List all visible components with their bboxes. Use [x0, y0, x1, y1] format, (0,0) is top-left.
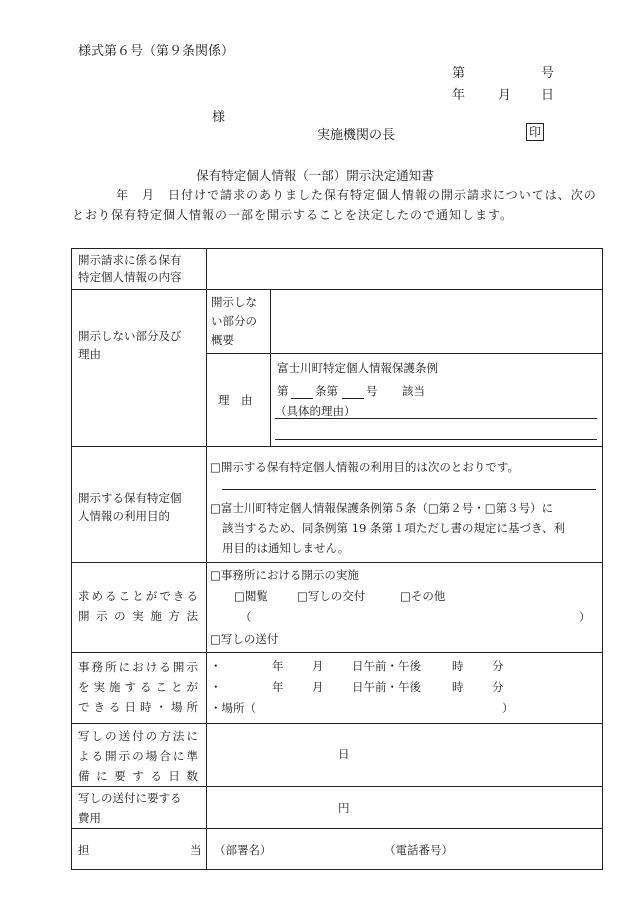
body-text: 年 月 日付けで請求のありました保有特定個人情報の開示請求については、次のとおり保有特定個人情報の一部を開示することを決定したので通知します。 [72, 188, 597, 222]
purpose-option-disclose[interactable]: □開示する保有特定個人情報の利用目的は次のとおりです。 [210, 460, 519, 474]
phone-label: （電話番号） [384, 843, 453, 857]
row-divider [72, 723, 602, 724]
purpose-line [222, 489, 596, 490]
other-option[interactable]: □その他 [400, 589, 446, 603]
datetime-day-ampm: 日午前・午後 [352, 659, 421, 673]
addressee: 様 [212, 110, 226, 125]
organization-head: 実施機関の長 [317, 128, 396, 143]
reason-line [275, 418, 597, 419]
ordinance-name: 富士川町特定個人情報保護条例 [277, 361, 438, 375]
number-prefix: 第 [452, 66, 466, 81]
summary-label: 開示しな い部分の 概要 [211, 295, 257, 347]
cost-unit: 円 [338, 801, 350, 815]
place-close: ） [502, 701, 514, 715]
row-divider [206, 353, 602, 354]
days-unit: 日 [338, 747, 350, 761]
date-month: 月 [498, 88, 512, 103]
request-content-label: 開示請求に係る保有 特定個人情報の内容 [78, 253, 182, 284]
purpose-label: 開示する保有特定個 人情報の利用目的 [78, 491, 182, 523]
contact-label-right: 当 [190, 843, 202, 857]
place-label: ・場所（ [210, 701, 256, 715]
datetime-minute: 分 [492, 680, 504, 694]
specific-reason: （具体的理由） [275, 404, 356, 418]
document-title: 保有特定個人情報（一部）開示決定通知書 [196, 168, 434, 183]
row-divider [72, 289, 602, 290]
row-divider [72, 786, 602, 787]
office-datetime-label: 事務所における開示 を実施することが できる日時・場所 [78, 660, 198, 714]
column-divider [270, 289, 271, 446]
row-divider [72, 562, 602, 563]
other-paren-open: （ [240, 610, 252, 624]
contact-label-left: 担 [78, 843, 90, 857]
datetime-hour: 時 [452, 659, 464, 673]
datetime-year: 年 [272, 680, 284, 694]
method-label: 求めることができる 開示の実施方法 [78, 589, 198, 623]
reason-label: 理 由 [218, 393, 253, 407]
mail-days-label: 写しの送付の方法に よる開示の場合に準 備に要する日数 [78, 729, 198, 783]
mail-option[interactable]: □写しの送付 [210, 632, 279, 646]
form-table [71, 248, 603, 870]
row-divider [72, 446, 602, 447]
form-number: 様式第６号（第９条関係） [78, 44, 235, 59]
date-year: 年 [452, 88, 466, 103]
datetime-month: 月 [312, 680, 324, 694]
row-divider [72, 652, 602, 653]
reason-line [275, 439, 597, 440]
column-divider [206, 249, 207, 869]
datetime-bullet: ・ [210, 680, 222, 694]
article-suffix: 号 [366, 384, 378, 398]
article-mid: 条第 [315, 384, 338, 398]
other-paren-close: ） [579, 610, 591, 624]
office-disclosure-option[interactable]: □事務所における開示の実施 [210, 568, 359, 582]
department-label: （部署名） [214, 843, 272, 857]
datetime-minute: 分 [492, 659, 504, 673]
non-disclosure-label: 開示しない部分及び 理由 [78, 329, 182, 361]
purpose-option-exempt[interactable]: □富士川町特定個人情報保護条例第５条（□第２号・□第３号）に 該当するため、同条例第 19 条第１項ただし書の規定に基づき、利 用目的は通知しません。 [210, 501, 566, 555]
seal-mark: 印 [526, 123, 544, 141]
article-prefix: 第 [277, 384, 289, 398]
copy-delivery-option[interactable]: □写しの交付 [297, 589, 366, 603]
mail-cost-label: 写しの送付に要する 費用 [78, 791, 182, 825]
datetime-day-ampm: 日午前・午後 [352, 680, 421, 694]
datetime-bullet: ・ [210, 659, 222, 673]
view-option[interactable]: □閲覧 [234, 589, 268, 603]
date-day: 日 [541, 88, 555, 103]
datetime-year: 年 [272, 659, 284, 673]
row-divider [72, 828, 602, 829]
number-suffix: 号 [541, 66, 555, 81]
datetime-hour: 時 [452, 680, 464, 694]
article-blank [291, 398, 313, 399]
applicable-text: 該当 [402, 384, 425, 398]
datetime-month: 月 [312, 659, 324, 673]
clause-blank [342, 398, 364, 399]
